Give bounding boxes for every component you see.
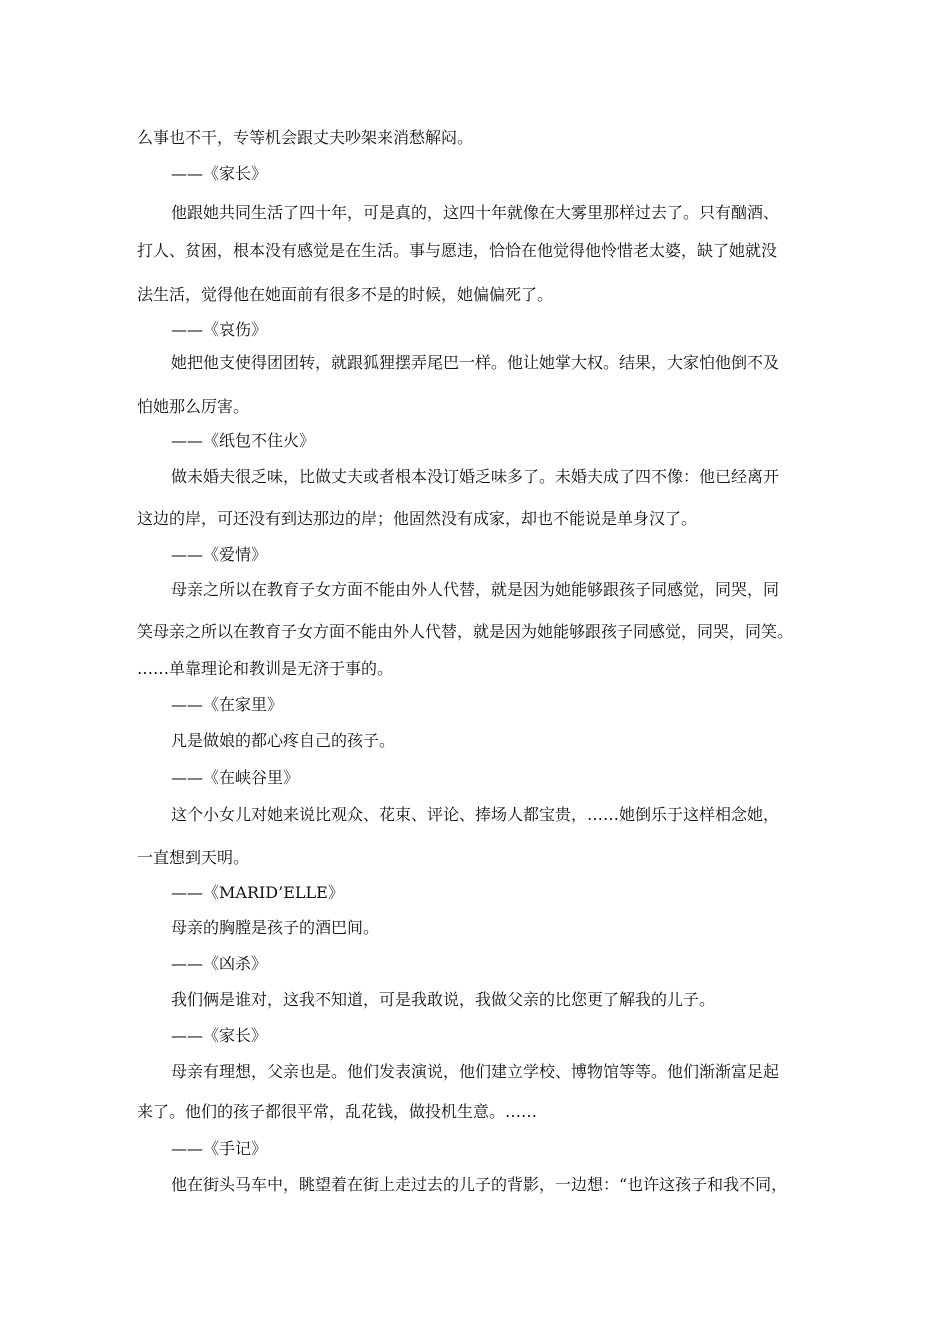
text-line: 母亲之所以在教育子女方面不能由外人代替，就是因为她能够跟孩子同感觉，同哭，同 xyxy=(171,580,780,599)
text-line: ……单靠理论和教训是无济于事的。 xyxy=(137,659,394,678)
text-line: 我们俩是谁对，这我不知道，可是我敢说，我做父亲的比您更了解我的儿子。 xyxy=(171,990,716,1009)
text-line: 做未婚夫很乏味，比做丈夫或者根本没订婚乏味多了。未婚夫成了四不像：他已经离开 xyxy=(171,467,780,486)
source-citation: ——《凶杀》 xyxy=(171,954,268,973)
text-line: 母亲有理想，父亲也是。他们发表演说，他们建立学校、博物馆等等。他们渐渐富足起 xyxy=(171,1062,780,1081)
source-citation: ——《手记》 xyxy=(171,1139,268,1158)
text-line: 怕她那么厉害。 xyxy=(137,397,250,416)
text-line: 笑母亲之所以在教育子女方面不能由外人代替，就是因为她能够跟孩子同感觉，同哭，同笑。 xyxy=(137,622,794,641)
text-line: 凡是做娘的都心疼自己的孩子。 xyxy=(171,731,396,750)
text-line: 这边的岸，可还没有到达那边的岸；他固然没有成家，却也不能说是单身汉了。 xyxy=(137,509,698,528)
text-line: 来了。他们的孩子都很平常，乱花钱，做投机生意。…… xyxy=(137,1102,538,1121)
source-citation: ——《在家里》 xyxy=(171,695,284,714)
source-citation: ——《哀伤》 xyxy=(171,320,268,339)
source-citation: ——《爱情》 xyxy=(171,545,268,564)
source-citation: ——《家长》 xyxy=(171,164,268,183)
text-line: 打人、贫困，根本没有感觉是在生活。事与愿违，恰恰在他觉得他怜惜老太婆，缺了她就没 xyxy=(137,241,778,260)
text-line: 么事也不干，专等机会跟丈夫吵架来消愁解闷。 xyxy=(137,128,474,147)
text-line: 法生活，觉得他在她面前有很多不是的时候，她偏偏死了。 xyxy=(137,285,554,304)
source-citation: ——《在峡谷里》 xyxy=(171,768,300,787)
text-line: 他跟她共同生活了四十年，可是真的，这四十年就像在大雾里那样过去了。只有酗酒、 xyxy=(171,203,780,222)
text-line: 他在街头马车中，眺望着在街上走过去的儿子的背影，一边想：“也许这孩子和我不同， xyxy=(171,1175,788,1194)
text-line: 母亲的胸膛是孩子的酒巴间。 xyxy=(171,918,380,937)
source-citation: ——《纸包不住火》 xyxy=(171,431,316,450)
text-line: 这个小女儿对她来说比观众、花束、评论、捧场人都宝贵，……她倒乐于这样相念她， xyxy=(171,805,780,824)
text-line: 一直想到天明。 xyxy=(137,848,250,867)
source-citation: ——《MARID’ELLE》 xyxy=(171,883,344,902)
text-line: 她把他支使得团团转，就跟狐狸摆弄尾巴一样。他让她掌大权。结果，大家怕他倒不及 xyxy=(171,353,780,372)
source-citation: ——《家长》 xyxy=(171,1026,268,1045)
